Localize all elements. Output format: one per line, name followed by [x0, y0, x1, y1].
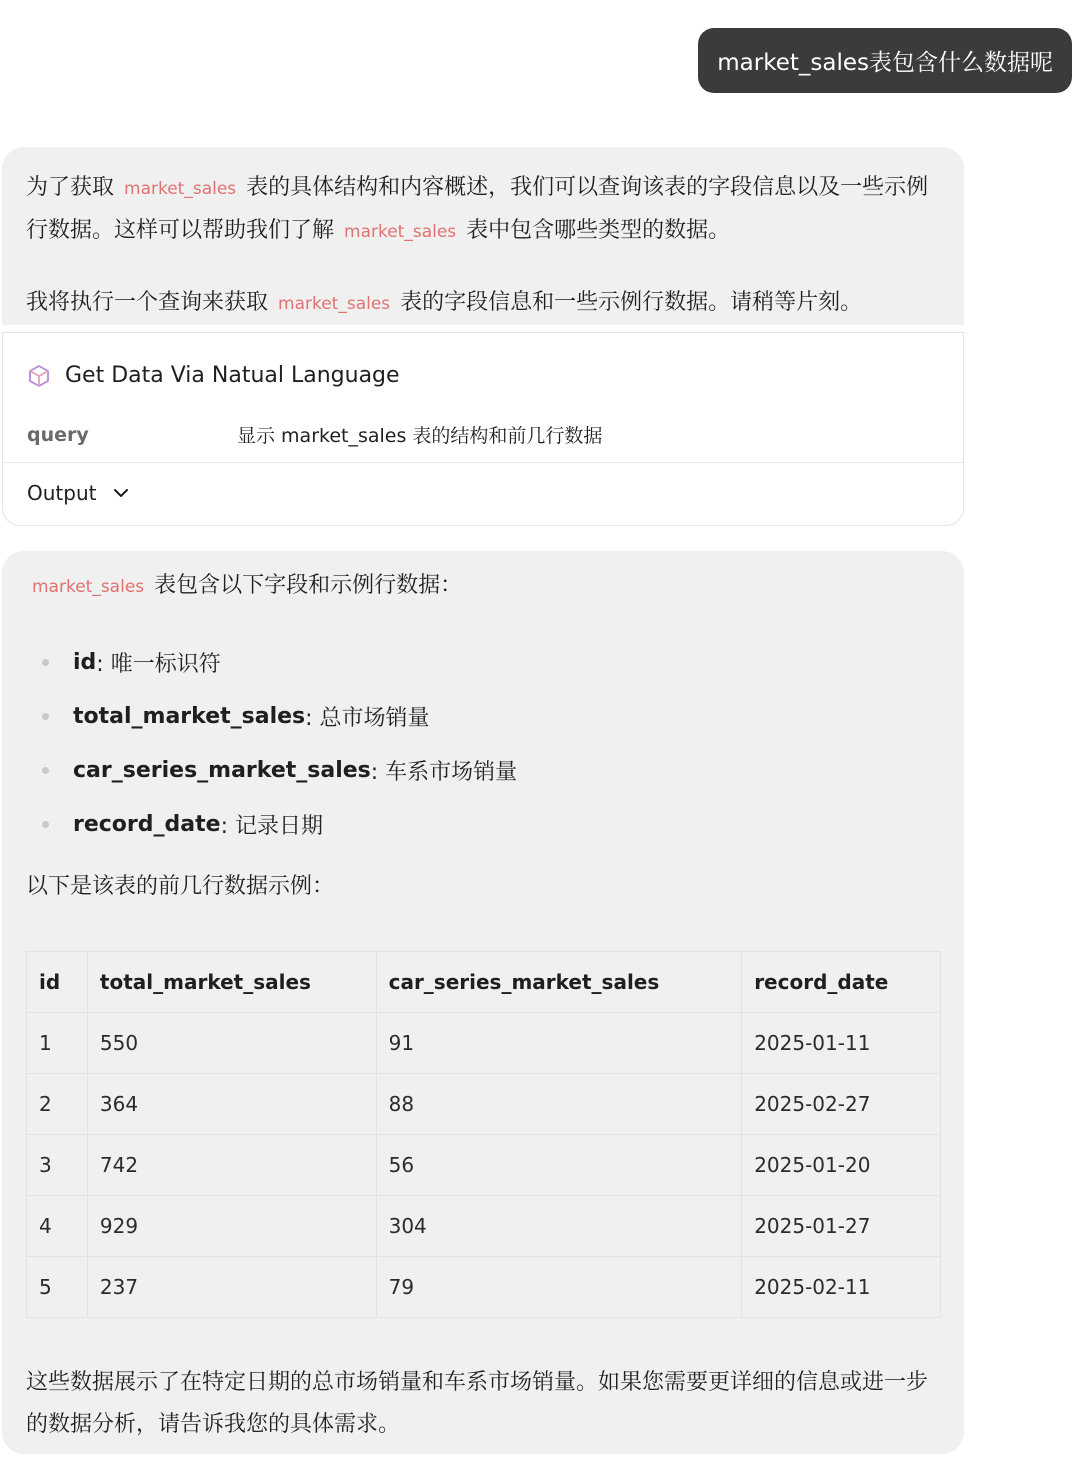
- table-cell: 5: [27, 1257, 88, 1318]
- intro-text: 为了获取: [26, 175, 115, 200]
- table-cell: 2: [27, 1074, 88, 1135]
- table-row: [27, 1074, 941, 1135]
- user-message-bubble: [698, 28, 1072, 93]
- list-item: [42, 797, 517, 851]
- intro-text: 表中包含哪些类型的数据。: [466, 218, 731, 243]
- table-cell: 2025-01-20: [742, 1135, 941, 1196]
- field-desc: : 唯一标识符: [96, 651, 221, 677]
- table-row: [27, 1013, 941, 1074]
- table-row: [27, 1135, 941, 1196]
- inline-code: market_sales: [32, 577, 145, 597]
- tool-param-row: [27, 421, 939, 448]
- table-cell: 550: [87, 1013, 376, 1074]
- column-header: car_series_market_sales: [376, 952, 742, 1013]
- field-name: record_date: [73, 811, 221, 837]
- field-desc: : 记录日期: [220, 813, 323, 839]
- table-intro: 以下是该表的前几行数据示例：: [26, 874, 335, 899]
- closing-paragraph: 这些数据展示了在特定日期的总市场销量和车系市场销量。如果您需要更详细的信息或进一步的数据分析，请告诉我您的具体需求。: [26, 1370, 929, 1437]
- bullet-icon: [42, 767, 49, 774]
- param-value: 显示 market_sales 表的结构和前几行数据: [237, 425, 603, 447]
- table-cell: 4: [27, 1196, 88, 1257]
- table-cell: 742: [87, 1135, 376, 1196]
- table-header-row: [27, 952, 941, 1013]
- field-desc: : 车系市场销量: [370, 759, 518, 785]
- inline-code: market_sales: [344, 222, 457, 242]
- output-label: Output: [27, 481, 97, 505]
- assistant-answer-message: [2, 551, 964, 1454]
- table-cell: 91: [376, 1013, 742, 1074]
- inline-code: market_sales: [278, 294, 391, 314]
- column-header: id: [27, 952, 88, 1013]
- field-name: car_series_market_sales: [73, 757, 371, 783]
- table-cell: 79: [376, 1257, 742, 1318]
- answer-lead: [26, 565, 462, 608]
- output-toggle[interactable]: [27, 481, 130, 505]
- intro-text: 表的字段信息和一些示例行数据。请稍等片刻。: [400, 290, 863, 315]
- inline-code: market_sales: [124, 179, 237, 199]
- param-key: query: [27, 423, 89, 446]
- intro-text: 我将执行一个查询来获取: [26, 290, 269, 315]
- field-desc: : 总市场销量: [305, 705, 430, 731]
- table-cell: 1: [27, 1013, 88, 1074]
- tool-header: [27, 363, 400, 388]
- intro-text: 表的具体结构和内容概述，我们可以查询该表的字段信息以及一些示例行数据。这样可以帮助我们了解: [26, 175, 929, 243]
- field-list: [42, 635, 517, 851]
- table-cell: 3: [27, 1135, 88, 1196]
- table-cell: 2025-01-27: [742, 1196, 941, 1257]
- table-cell: 56: [376, 1135, 742, 1196]
- data-table: [26, 951, 941, 1318]
- table-cell: 237: [87, 1257, 376, 1318]
- field-name: total_market_sales: [73, 703, 306, 729]
- table-cell: 2025-01-11: [742, 1013, 941, 1074]
- chevron-down-icon: [112, 484, 130, 502]
- intro-paragraph-1: [26, 167, 940, 253]
- user-message-text: market_sales表包含什么数据呢: [717, 50, 1053, 76]
- list-item: [42, 743, 517, 797]
- assistant-intro-message: [2, 147, 964, 325]
- intro-paragraph-2: [26, 282, 940, 325]
- cube-icon: [27, 364, 51, 388]
- bullet-icon: [42, 713, 49, 720]
- table-cell: 2025-02-27: [742, 1074, 941, 1135]
- table-row: [27, 1257, 941, 1318]
- list-item: [42, 635, 517, 689]
- bullet-icon: [42, 659, 49, 666]
- table-cell: 2025-02-11: [742, 1257, 941, 1318]
- bullet-icon: [42, 821, 49, 828]
- table-cell: 364: [87, 1074, 376, 1135]
- list-item: [42, 689, 517, 743]
- column-header: record_date: [742, 952, 941, 1013]
- table-cell: 304: [376, 1196, 742, 1257]
- column-header: total_market_sales: [87, 952, 376, 1013]
- lead-text: 表包含以下字段和示例行数据：: [154, 573, 463, 598]
- tool-call-card: [2, 332, 964, 526]
- field-name: id: [73, 649, 97, 675]
- table-cell: 929: [87, 1196, 376, 1257]
- tool-title: Get Data Via Natual Language: [65, 363, 400, 388]
- table-cell: 88: [376, 1074, 742, 1135]
- table-row: [27, 1196, 941, 1257]
- divider: [3, 462, 963, 463]
